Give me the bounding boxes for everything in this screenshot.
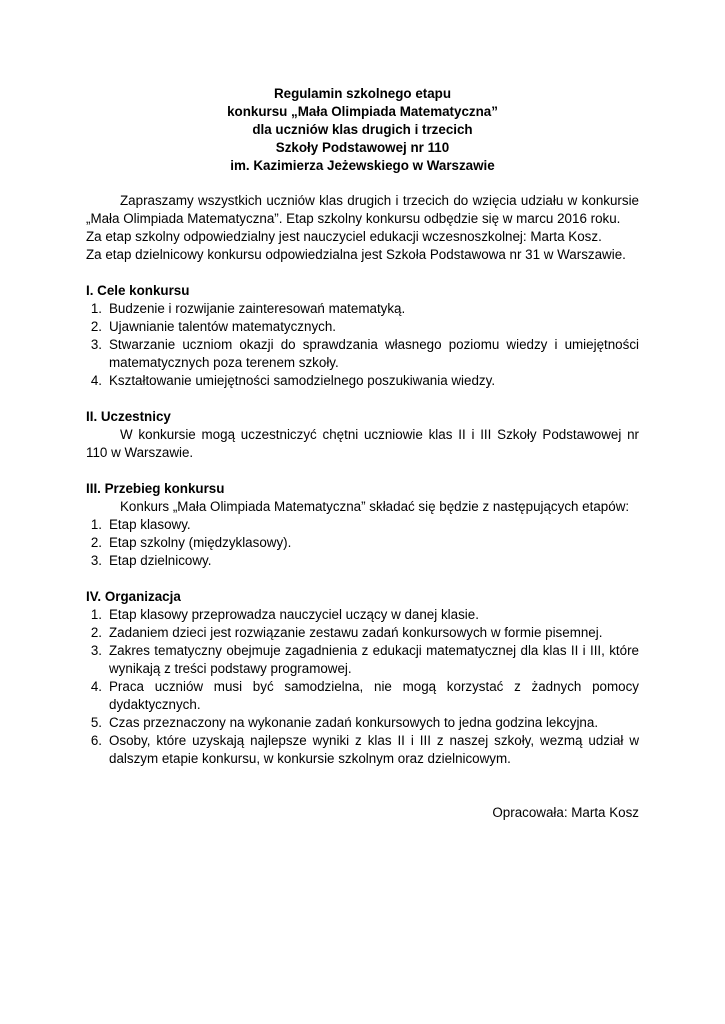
list-item: 1. Etap klasowy przeprowadza nauczyciel uczący w danej klasie.: [90, 607, 479, 622]
list-item: 1. Etap klasowy.: [90, 517, 191, 532]
section-organizacja: [86, 588, 639, 768]
intro-line-responsible: Za etap szkolny odpowiedzialny jest nauczyciel edukacji wczesnoszkolnej: Marta Kosz.: [86, 229, 602, 244]
section-heading: I. Cele konkursu: [86, 283, 190, 298]
section-przebieg: [86, 480, 639, 570]
list-item: 4. Praca uczniów musi być samodzielna, nie mogą korzystać z żadnych pomocy dydaktycznych.: [90, 679, 639, 712]
section-text: W konkursie mogą uczestniczyć chętni uczniowie klas II i III Szkoły Podstawowej nr 110 w Warszawie.: [86, 427, 639, 460]
document-title: [86, 85, 639, 175]
section-heading: II. Uczestnicy: [86, 409, 171, 424]
numbered-list: [86, 606, 639, 768]
list-item: 3. Stwarzanie uczniom okazji do sprawdzania własnego poziomu wiedzy i umiejętności matematycznych poza terenem szkoły.: [90, 337, 639, 370]
section-cele: [86, 282, 639, 390]
title-line: Szkoły Podstawowej nr 110: [275, 140, 450, 155]
intro-paragraph: Zapraszamy wszystkich uczniów klas drugich i trzecich do wzięcia udziału w konkursie „Mała Olimpiada Matematyczna”. Etap szkolny konkursu odbędzie się w marcu 2016 roku.: [86, 193, 639, 226]
list-item: 4. Kształtowanie umiejętności samodzielnego poszukiwania wiedzy.: [90, 373, 496, 388]
list-item: 3. Zakres tematyczny obejmuje zagadnienia z edukacji matematycznej dla klas II i III, które wynikają z treści podstawy programowej.: [90, 643, 639, 676]
list-item: 2. Etap szkolny (międzyklasowy).: [90, 535, 292, 550]
title-line: Regulamin szkolnego etapu: [273, 86, 452, 101]
list-item: 2. Ujawnianie talentów matematycznych.: [90, 319, 337, 334]
title-line: konkursu „Mała Olimpiada Matematyczna”: [227, 104, 498, 119]
list-item: 2. Zadaniem dzieci jest rozwiązanie zestawu zadań konkursowych w formie pisemnej.: [90, 625, 603, 640]
numbered-list: [86, 516, 639, 570]
list-item: 1. Budzenie i rozwijanie zainteresowań matematyką.: [90, 301, 406, 316]
list-item: 5. Czas przeznaczony na wykonanie zadań konkursowych to jedna godzina lekcyjna.: [90, 715, 599, 730]
intro-line-district: Za etap dzielnicowy konkursu odpowiedzialna jest Szkoła Podstawowa nr 31 w Warszawie.: [86, 247, 626, 262]
title-line: dla uczniów klas drugich i trzecich: [252, 122, 473, 137]
section-text: Konkurs „Mała Olimpiada Matematyczna” składać się będzie z następujących etapów:: [120, 499, 630, 514]
section-uczestnicy: [86, 408, 639, 462]
title-line: im. Kazimierza Jeżewskiego w Warszawie: [230, 158, 495, 173]
signature: Opracowała: Marta Kosz: [492, 805, 639, 820]
intro-block: [86, 192, 639, 264]
numbered-list: [86, 300, 639, 390]
section-heading: III. Przebieg konkursu: [86, 481, 225, 496]
list-item: 3. Etap dzielnicowy.: [90, 553, 212, 568]
list-item: 6. Osoby, które uzyskają najlepsze wyniki z klas II i III z naszej szkoły, wezmą udział w dalszym etapie konkursu, w konkursie szkolnym oraz dzielnicowym.: [90, 733, 639, 766]
document-page: [86, 85, 639, 822]
section-heading: IV. Organizacja: [86, 589, 181, 604]
